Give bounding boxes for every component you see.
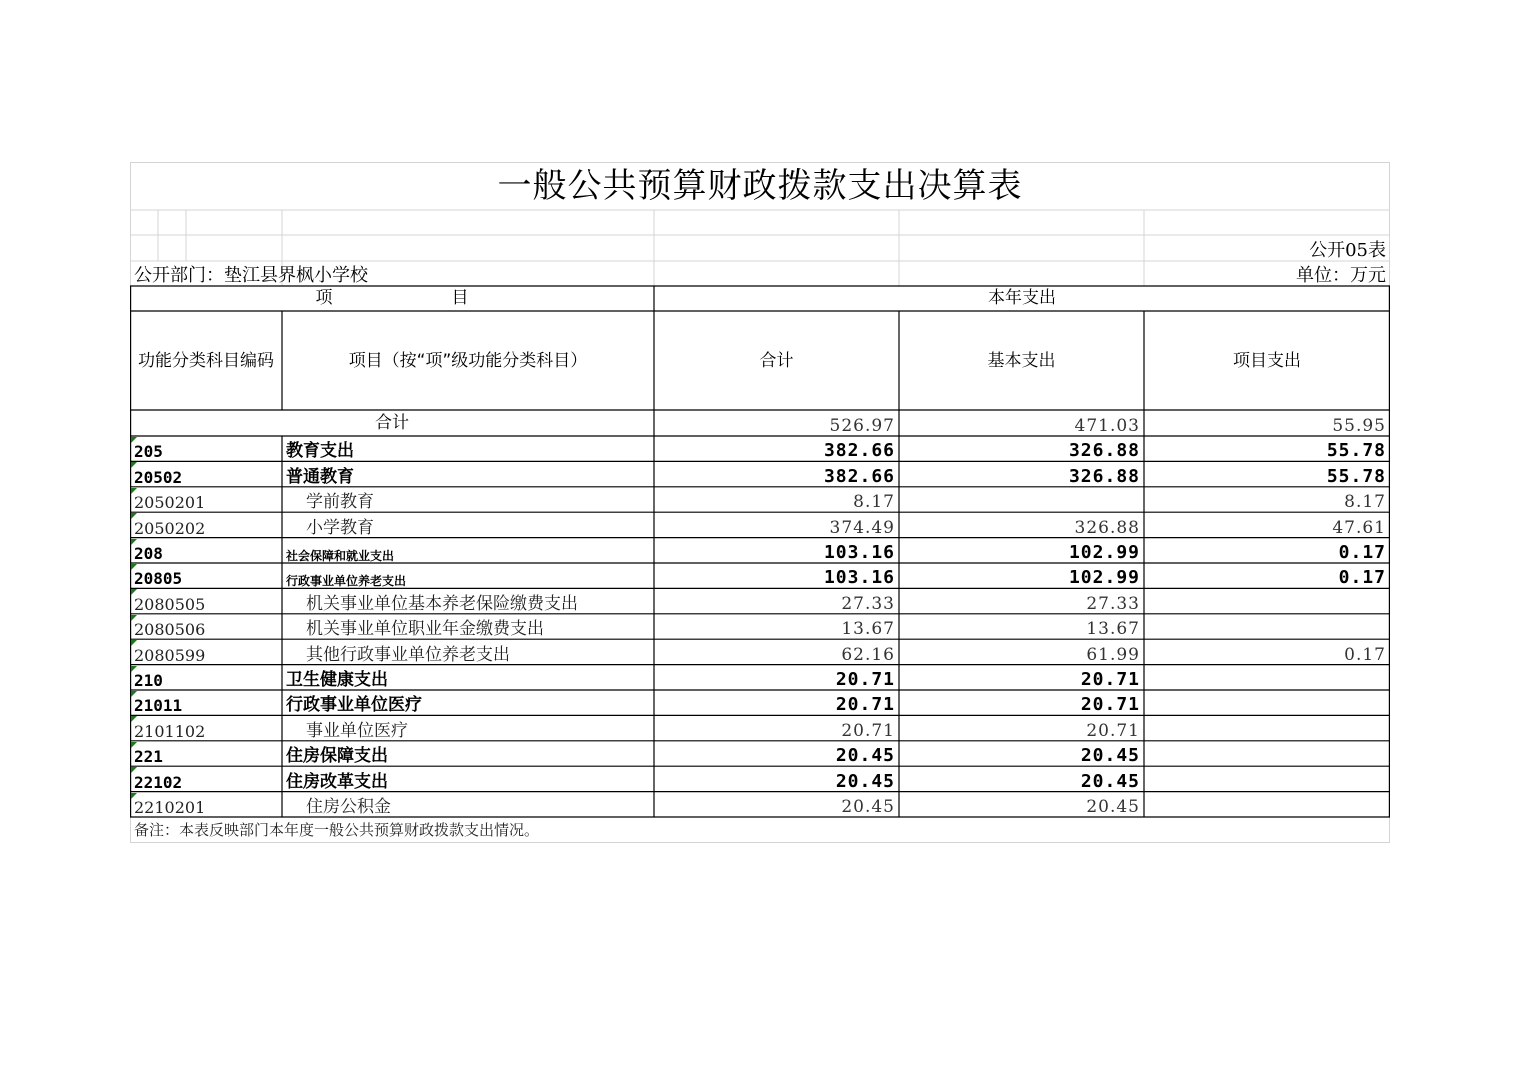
row-basic-cell: 20.71 xyxy=(1080,694,1140,716)
header-item-group: 项 目 xyxy=(315,288,469,308)
row-project-cell xyxy=(1144,588,1390,613)
row-code-cell: 2101102 xyxy=(134,721,206,741)
row-name-cell: 机关事业单位职业年金缴费支出 xyxy=(306,619,544,640)
department-label: 公开部门：垫江县界枫小学校 xyxy=(134,265,368,286)
cell-comment-marker-icon xyxy=(131,513,137,519)
cell-comment-marker-icon xyxy=(131,793,137,799)
row-name-cell: 学前教育 xyxy=(306,492,374,513)
header-code-column: 功能分类科目编码 xyxy=(138,350,274,371)
header-current-year: 本年支出 xyxy=(988,288,1056,308)
row-name-cell: 社会保障和就业支出 xyxy=(286,548,395,563)
row-total-cell: 13.67 xyxy=(841,619,895,640)
row-code-cell: 2050201 xyxy=(134,493,206,513)
cell-comment-marker-icon xyxy=(131,539,137,545)
row-basic-cell: 102.99 xyxy=(1068,541,1140,563)
header-total-column: 合计 xyxy=(759,350,794,371)
row-code-cell: 2080506 xyxy=(134,620,206,640)
row-basic-cell: 20.45 xyxy=(1080,745,1140,767)
cell-comment-marker-icon xyxy=(131,488,137,494)
row-code-cell: 208 xyxy=(134,543,163,563)
header-name-column: 项目（按“项”级功能分类科目） xyxy=(348,350,588,371)
row-name-cell: 行政事业单位医疗 xyxy=(286,695,422,716)
row-total-cell: 374.49 xyxy=(829,517,895,538)
row-project-cell: 0.17 xyxy=(1344,644,1386,665)
cell-comment-marker-icon xyxy=(131,564,137,570)
row-code-cell: 210 xyxy=(134,670,163,690)
row-project-cell xyxy=(1144,690,1390,715)
row-project-cell xyxy=(1144,766,1390,791)
row-total-cell: 103.16 xyxy=(823,567,895,589)
total-amount: 526.97 xyxy=(829,416,895,436)
row-project-cell: 47.61 xyxy=(1332,517,1386,538)
row-name-cell: 机关事业单位基本养老保险缴费支出 xyxy=(306,593,578,614)
row-project-cell xyxy=(1144,792,1390,817)
total-label: 合计 xyxy=(375,413,409,433)
row-basic-cell: 27.33 xyxy=(1086,593,1140,614)
row-name-cell: 其他行政事业单位养老支出 xyxy=(306,644,510,665)
row-total-cell: 20.71 xyxy=(835,668,895,690)
row-basic-cell: 20.71 xyxy=(1080,668,1140,690)
sheet-title: 一般公共预算财政拨款支出决算表 xyxy=(497,166,1023,206)
row-code-cell: 2080599 xyxy=(134,645,206,665)
row-name-cell: 住房公积金 xyxy=(306,796,391,817)
row-name-cell: 普通教育 xyxy=(286,466,354,487)
row-basic-cell: 326.88 xyxy=(1074,517,1140,538)
row-total-cell: 20.71 xyxy=(835,694,895,716)
row-code-cell: 2080505 xyxy=(134,594,206,614)
row-name-cell: 小学教育 xyxy=(306,517,374,538)
row-total-cell: 27.33 xyxy=(841,593,895,614)
row-basic-cell: 13.67 xyxy=(1086,619,1140,640)
row-total-cell: 103.16 xyxy=(823,541,895,563)
row-project-cell: 0.17 xyxy=(1338,567,1386,589)
row-code-cell: 2210201 xyxy=(134,797,206,817)
row-total-cell: 8.17 xyxy=(853,492,895,513)
row-total-cell: 20.45 xyxy=(841,796,895,817)
row-code-cell: 2050202 xyxy=(134,518,206,538)
cell-comment-marker-icon xyxy=(131,437,137,443)
row-basic-cell: 20.45 xyxy=(1086,796,1140,817)
row-basic-cell: 326.88 xyxy=(1068,440,1140,462)
cell-comment-marker-icon xyxy=(131,462,137,468)
row-name-cell: 教育支出 xyxy=(286,441,354,462)
cell-comment-marker-icon xyxy=(131,615,137,621)
budget-sheet xyxy=(130,162,1390,843)
cell-comment-marker-icon xyxy=(131,666,137,672)
row-project-cell xyxy=(1144,665,1390,690)
row-total-cell: 62.16 xyxy=(841,644,895,665)
row-project-cell: 0.17 xyxy=(1338,541,1386,563)
cell-comment-marker-icon xyxy=(131,589,137,595)
row-code-cell: 22102 xyxy=(134,772,183,792)
row-project-cell: 55.78 xyxy=(1326,465,1386,487)
row-project-cell: 55.78 xyxy=(1326,440,1386,462)
row-project-cell xyxy=(1144,741,1390,766)
total-project: 55.95 xyxy=(1332,416,1386,436)
row-total-cell: 382.66 xyxy=(823,465,895,487)
row-basic-cell: 326.88 xyxy=(1068,465,1140,487)
header-project-column: 项目支出 xyxy=(1233,350,1301,371)
row-name-cell: 住房改革支出 xyxy=(286,771,388,792)
row-basic-cell: 102.99 xyxy=(1068,567,1140,589)
cell-comment-marker-icon xyxy=(131,640,137,646)
cell-comment-marker-icon xyxy=(131,742,137,748)
row-total-cell: 20.45 xyxy=(835,745,895,767)
total-basic: 471.03 xyxy=(1074,416,1140,436)
row-code-cell: 20805 xyxy=(134,569,183,589)
row-basic-cell: 61.99 xyxy=(1086,644,1140,665)
row-total-cell: 20.45 xyxy=(835,770,895,792)
row-total-cell: 20.71 xyxy=(841,720,895,741)
form-number: 公开05表 xyxy=(1309,240,1386,261)
row-basic-cell xyxy=(899,487,1144,512)
row-code-cell: 205 xyxy=(134,442,163,462)
row-name-cell: 行政事业单位养老支出 xyxy=(286,574,407,589)
row-project-cell xyxy=(1144,614,1390,639)
cell-comment-marker-icon xyxy=(131,716,137,722)
footnote: 备注：本表反映部门本年度一般公共预算财政拨款支出情况。 xyxy=(134,820,540,839)
unit-label: 单位：万元 xyxy=(1296,265,1386,286)
row-basic-cell: 20.45 xyxy=(1080,770,1140,792)
row-code-cell: 221 xyxy=(134,747,163,767)
cell-comment-marker-icon xyxy=(131,691,137,697)
row-name-cell: 住房保障支出 xyxy=(286,746,388,767)
row-name-cell: 卫生健康支出 xyxy=(286,669,388,690)
row-project-cell xyxy=(1144,715,1390,740)
row-code-cell: 21011 xyxy=(134,696,183,716)
row-name-cell: 事业单位医疗 xyxy=(306,720,408,741)
row-total-cell: 382.66 xyxy=(823,440,895,462)
row-project-cell: 8.17 xyxy=(1344,492,1386,513)
row-basic-cell: 20.71 xyxy=(1086,720,1140,741)
cell-comment-marker-icon xyxy=(131,767,137,773)
row-code-cell: 20502 xyxy=(134,467,183,487)
header-basic-column: 基本支出 xyxy=(987,350,1056,371)
